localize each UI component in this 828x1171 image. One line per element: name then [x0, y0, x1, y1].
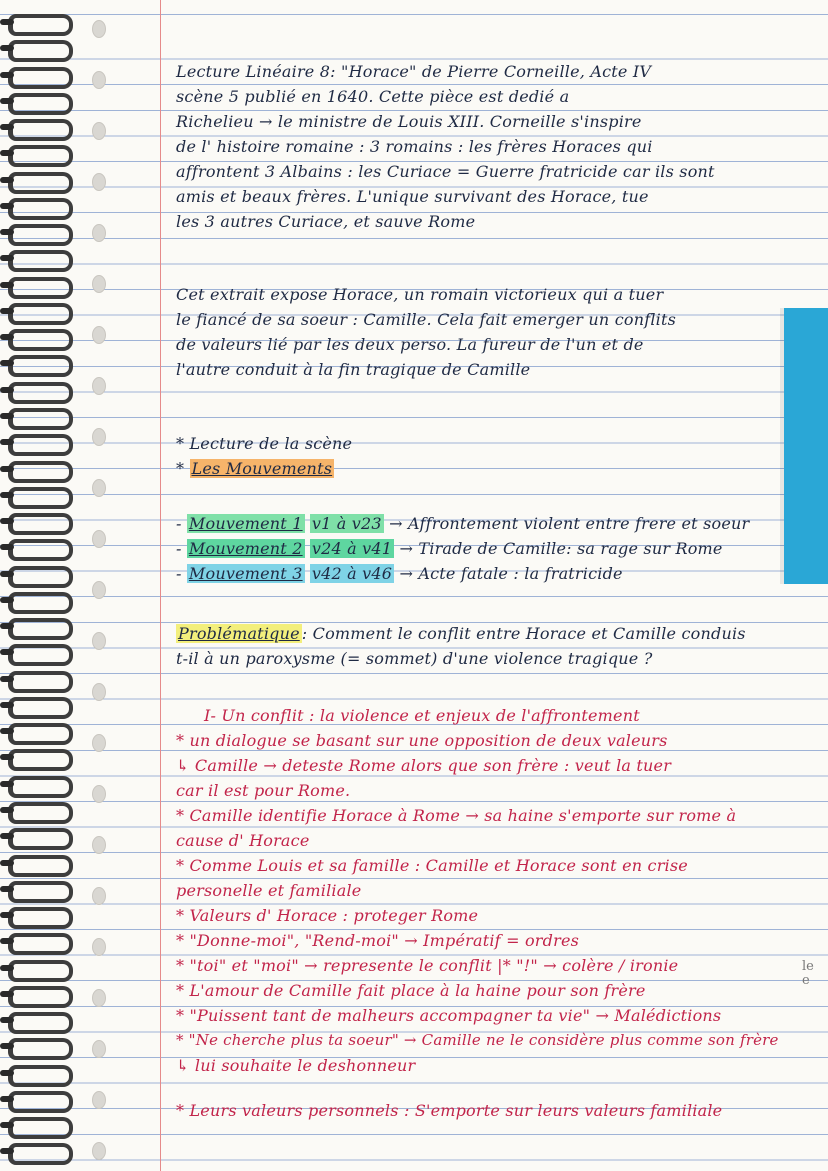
- dash-mark: -: [176, 564, 187, 583]
- intro-line-3: Richelieu → le ministre de Louis XIII. Corneille s'inspire: [176, 112, 642, 131]
- mouvement-range-2: v24 à v41: [311, 539, 393, 558]
- part1-title: I- Un conflit : la violence et enjeux de l'affrontement: [204, 706, 640, 725]
- punch-hole: [92, 122, 106, 140]
- intro-line-7: les 3 autres Curiace, et sauve Rome: [176, 212, 476, 231]
- mouvement-range-1: v1 à v23: [311, 514, 382, 533]
- part1-line-14: ↳ lui souhaite le deshonneur: [176, 1056, 416, 1075]
- spiral-coil: [0, 1036, 72, 1056]
- punch-hole: [92, 785, 106, 803]
- spiral-coil: [0, 1010, 72, 1030]
- spiral-coil: [0, 1115, 72, 1135]
- intro-line-2: scène 5 publié en 1640. Cette pièce est dedié a: [176, 87, 570, 106]
- spiral-coil: [0, 222, 72, 242]
- punch-hole: [92, 887, 106, 905]
- star-mark: *: [176, 459, 190, 478]
- punch-hole: [92, 275, 106, 293]
- mouvements-heading: Les Mouvements: [191, 459, 333, 478]
- part1-line-7: personelle et familiale: [176, 881, 362, 900]
- spiral-coil: [0, 905, 72, 925]
- intro-line-6: amis et beaux frères. L'unique survivant des Horace, tue: [176, 187, 649, 206]
- punch-hole: [92, 224, 106, 242]
- punch-hole: [92, 479, 106, 497]
- spiral-coil: [0, 143, 72, 163]
- punch-hole: [92, 683, 106, 701]
- mouvement-desc-3: → Acte fatale : la fratricide: [399, 564, 623, 583]
- mouvement-label-1: Mouvement 1: [188, 514, 303, 533]
- spiral-coil: [0, 669, 72, 689]
- part1-line-2: ↳ Camille → deteste Rome alors que son frère : veut la tuer: [176, 756, 672, 775]
- part1-line-12: * "Puissent tant de malheurs accompagner ta vie" → Malédictions: [176, 1006, 722, 1025]
- punch-hole: [92, 173, 106, 191]
- punch-holes: [92, 20, 116, 1160]
- punch-hole: [92, 428, 106, 446]
- part1-line-5: cause d' Horace: [176, 831, 310, 850]
- spiral-coil: [0, 721, 72, 741]
- spiral-coil: [0, 275, 72, 295]
- spiral-coil: [0, 65, 72, 85]
- divider-tab: [784, 308, 828, 584]
- spiral-coil: [0, 984, 72, 1004]
- punch-hole: [92, 1142, 106, 1160]
- spiral-coil: [0, 826, 72, 846]
- mouvement-desc-2: → Tirade de Camille: sa rage sur Rome: [399, 539, 723, 558]
- margin-line: [160, 0, 161, 1171]
- spiral-coil: [0, 353, 72, 373]
- spiral-coil: [0, 879, 72, 899]
- extract-line-1: Cet extrait expose Horace, un romain victorieux qui a tuer: [176, 285, 664, 304]
- problematique-row-1: [176, 624, 746, 643]
- part1-line-15: * Leurs valeurs personnels : S'emporte sur leurs valeurs familiale: [176, 1101, 723, 1120]
- spiral-coil: [0, 695, 72, 715]
- punch-hole: [92, 377, 106, 395]
- edge-text: le e: [802, 959, 814, 988]
- mouvement-desc-1: → Affrontement violent entre frere et soeur: [389, 514, 750, 533]
- spiral-coil: [0, 196, 72, 216]
- spiral-coil: [0, 327, 72, 347]
- spiral-coil: [0, 380, 72, 400]
- spiral-coil: [0, 1089, 72, 1109]
- spiral-coil: [0, 485, 72, 505]
- spiral-coil: [0, 931, 72, 951]
- spiral-coil: [0, 1141, 72, 1161]
- spiral-coil: [0, 774, 72, 794]
- problematique-line-2: t-il à un paroxysme (= sommet) d'une violence tragique ?: [176, 649, 653, 668]
- mouvement-row-1: [176, 514, 749, 533]
- dash-mark: -: [176, 539, 187, 558]
- punch-hole: [92, 530, 106, 548]
- part1-line-11: * L'amour de Camille fait place à la haine pour son frère: [176, 981, 646, 1000]
- spiral-coil: [0, 853, 72, 873]
- part1-line-6: * Comme Louis et sa famille : Camille et Horace sont en crise: [176, 856, 688, 875]
- spiral-coil: [0, 117, 72, 137]
- punch-hole: [92, 734, 106, 752]
- spiral-coil: [0, 800, 72, 820]
- spiral-coil: [0, 38, 72, 58]
- spiral-coil: [0, 642, 72, 662]
- punch-hole: [92, 1091, 106, 1109]
- punch-hole: [92, 71, 106, 89]
- spiral-coil: [0, 564, 72, 584]
- spiral-coil: [0, 406, 72, 426]
- mouvement-label-3: Mouvement 3: [188, 564, 303, 583]
- intro-line-4: de l' histoire romaine : 3 romains : les frères Horaces qui: [176, 137, 653, 156]
- part1-line-13: * "Ne cherche plus ta soeur" → Camille ne le considère plus comme son frère: [176, 1031, 779, 1049]
- spiral-coil: [0, 459, 72, 479]
- problematique-line-1: : Comment le conflit entre Horace et Camille conduis: [301, 624, 746, 643]
- part1-line-10: * "toi" et "moi" → represente le conflit |* "!" → colère / ironie: [176, 956, 679, 975]
- part1-line-9: * "Donne-moi", "Rend-moi" → Impératif = ordres: [176, 931, 580, 950]
- part1-line-3: car il est pour Rome.: [176, 781, 351, 800]
- lecture-item: * Lecture de la scène: [176, 434, 353, 453]
- intro-line-5: affrontent 3 Albains : les Curiace = Guerre fratricide car ils sont: [176, 162, 715, 181]
- part1-line-1: * un dialogue se basant sur une opposition de deux valeurs: [176, 731, 668, 750]
- spiral-coil: [0, 590, 72, 610]
- punch-hole: [92, 1040, 106, 1058]
- mouvement-label-2: Mouvement 2: [188, 539, 303, 558]
- spiral-coil: [0, 1063, 72, 1083]
- spiral-coil: [0, 91, 72, 111]
- spiral-coil: [0, 511, 72, 531]
- spiral-coil: [0, 170, 72, 190]
- punch-hole: [92, 581, 106, 599]
- spiral-coil: [0, 301, 72, 321]
- part1-line-4: * Camille identifie Horace à Rome → sa haine s'emporte sur rome à: [176, 806, 737, 825]
- intro-line-1: Lecture Linéaire 8: "Horace" de Pierre Corneille, Acte IV: [176, 62, 652, 81]
- part1-line-8: * Valeurs d' Horace : proteger Rome: [176, 906, 479, 925]
- spiral-coil: [0, 248, 72, 268]
- extract-line-3: de valeurs lié par les deux perso. La fureur de l'un et de: [176, 335, 644, 354]
- extract-line-4: l'autre conduit à la fin tragique de Camille: [176, 360, 531, 379]
- mouvement-range-3: v42 à v46: [311, 564, 393, 583]
- problematique-label: Problématique: [178, 624, 300, 643]
- spiral-coil: [0, 616, 72, 636]
- mouvements-heading-row: [176, 459, 334, 478]
- spiral-coil: [0, 958, 72, 978]
- extract-line-2: le fiancé de sa soeur : Camille. Cela fait emerger un conflits: [176, 310, 677, 329]
- mouvement-row-2: [176, 539, 723, 558]
- punch-hole: [92, 836, 106, 854]
- mouvement-row-3: [176, 564, 623, 583]
- punch-hole: [92, 326, 106, 344]
- punch-hole: [92, 989, 106, 1007]
- spiral-coil: [0, 747, 72, 767]
- spiral-coil: [0, 432, 72, 452]
- punch-hole: [92, 632, 106, 650]
- spiral-coil: [0, 12, 72, 32]
- dash-mark: -: [176, 514, 187, 533]
- spiral-binding: [0, 12, 72, 1162]
- punch-hole: [92, 20, 106, 38]
- spiral-coil: [0, 537, 72, 557]
- punch-hole: [92, 938, 106, 956]
